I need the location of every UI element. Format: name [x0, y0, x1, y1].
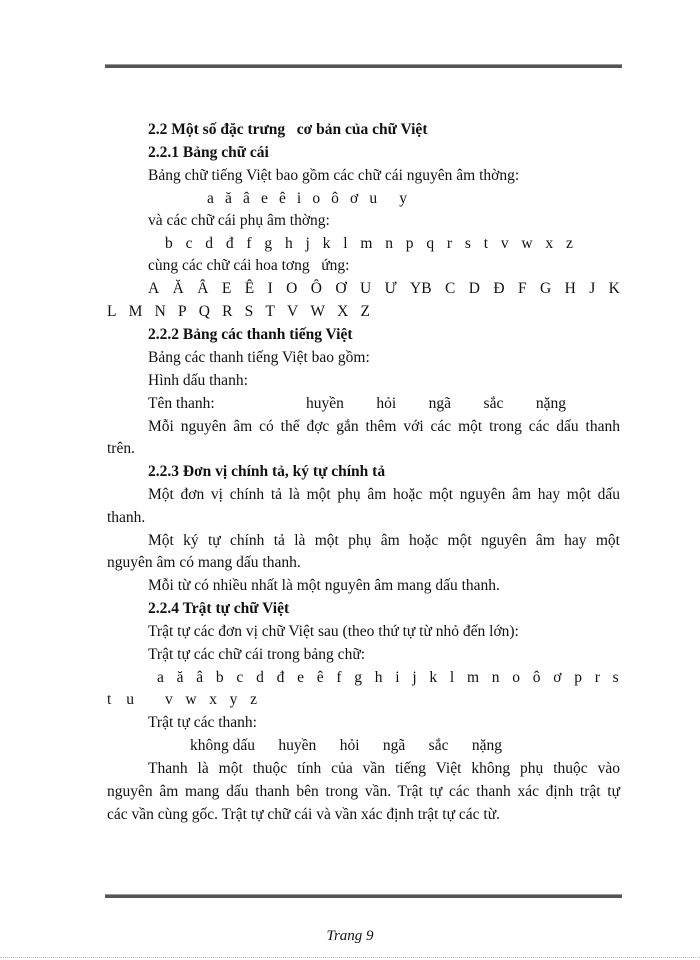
- paragraph: các vần cùng gốc. Trật tự chữ cái và vần xác định trật tự các từ.: [107, 806, 500, 823]
- list-token: m: [360, 235, 373, 252]
- list-token: a: [157, 669, 164, 686]
- paragraph: Trật tự các chữ cái trong bảng chữ:: [148, 646, 366, 663]
- letter-order-line2a: [107, 690, 134, 710]
- paragraph: thanh.: [107, 509, 146, 526]
- list-token: g: [354, 669, 363, 686]
- list-token: Ư: [384, 280, 397, 297]
- list-token: k: [429, 669, 438, 686]
- list-token: j: [412, 669, 417, 686]
- list-token: W: [310, 303, 325, 320]
- tone-order: [190, 736, 502, 756]
- subsection-heading: 2.2.3 Đơn vị chính tả, ký tự chính tả: [148, 463, 386, 480]
- list-token: T: [265, 303, 275, 320]
- list-token: L: [107, 303, 117, 320]
- list-token: Ă: [172, 280, 184, 297]
- list-token: p: [574, 669, 582, 686]
- list-token: f: [246, 235, 252, 252]
- list-token: ê: [278, 190, 286, 207]
- footer-rule: [105, 894, 622, 898]
- list-token: V: [286, 303, 299, 320]
- list-token: Đ: [493, 280, 505, 297]
- list-token: c: [185, 235, 193, 252]
- list-token: ngã: [382, 737, 406, 754]
- paragraph: cùng các chữ cái hoa tơng ứng:: [148, 257, 350, 274]
- list-token: o: [312, 190, 321, 207]
- list-token: H: [564, 280, 576, 297]
- list-token: s: [464, 235, 471, 252]
- list-token: hỏi: [376, 395, 397, 412]
- list-token: x: [209, 691, 218, 708]
- list-token: k: [322, 235, 331, 252]
- list-token: sắc: [428, 737, 449, 754]
- list-token: u: [369, 190, 378, 207]
- list-token: Q: [198, 303, 210, 320]
- list-token: C: [444, 280, 456, 297]
- list-token: p: [405, 235, 414, 252]
- list-token: t: [483, 235, 489, 252]
- vowel-list: [207, 189, 407, 209]
- list-token: l: [449, 669, 455, 686]
- paragraph: trên.: [107, 440, 135, 457]
- paragraph: nguyên âm mang dấu thanh bên trong vần. Trật tự các thanh xác định trật tự: [107, 783, 620, 800]
- paragraph: Trật tự các thanh:: [148, 714, 257, 731]
- paragraph: Trật tự các đơn vị chữ Việt sau (theo thứ tự từ nhỏ đến lớn):: [148, 623, 519, 640]
- list-token: w: [185, 691, 197, 708]
- list-token: a: [207, 190, 214, 207]
- list-token: ă: [176, 669, 184, 686]
- list-token: n: [491, 669, 500, 686]
- tone-names-label: Tên thanh:: [148, 395, 215, 412]
- list-token: z: [565, 235, 573, 252]
- list-token: u: [126, 691, 134, 708]
- list-token: b: [215, 669, 224, 686]
- list-token: i: [296, 190, 302, 207]
- list-token: đ: [276, 669, 285, 686]
- list-token: d: [205, 235, 214, 252]
- list-token: ô: [331, 190, 339, 207]
- list-token: o: [512, 669, 521, 686]
- list-token: v: [165, 691, 173, 708]
- list-token: j: [305, 235, 310, 252]
- list-token: ô: [532, 669, 541, 686]
- list-token: l: [343, 235, 348, 252]
- subsection-heading: 2.2.2 Bảng các thanh tiếng Việt: [148, 326, 353, 343]
- paragraph: Mỗi nguyên âm có thể đợc gắn thêm với các một trong các dấu thanh: [148, 418, 620, 435]
- list-token: â: [242, 190, 250, 207]
- tone-marks-label: Hình dấu thanh:: [148, 372, 248, 389]
- paragraph: nguyên âm có mang dấu thanh.: [107, 554, 301, 571]
- list-token: b: [165, 235, 173, 252]
- paragraph: Thanh là một thuộc tính của vần tiếng Việt không phụ thuộc vào: [148, 760, 620, 777]
- paragraph: Một ký tự chính tả là một phụ âm hoặc một nguyên âm hay một: [148, 532, 620, 549]
- list-token: ngã: [428, 395, 452, 412]
- list-token: e: [260, 190, 268, 207]
- list-token: R: [222, 303, 233, 320]
- list-token: Ê: [244, 280, 255, 297]
- list-token: K: [608, 280, 620, 297]
- uppercase-list-line2: [107, 302, 370, 322]
- list-token: m: [466, 669, 480, 686]
- letter-order-line1: [157, 668, 619, 688]
- list-token: â: [196, 669, 204, 686]
- list-token: ơ: [553, 669, 562, 686]
- list-token: hỏi: [339, 737, 360, 754]
- list-token: YB: [410, 280, 432, 297]
- paragraph: Một đơn vị chính tả là một phụ âm hoặc một nguyên âm hay một dấu: [148, 486, 620, 503]
- list-token: J: [589, 280, 596, 297]
- list-token: e: [297, 669, 304, 686]
- list-token: không dấu: [190, 737, 256, 754]
- list-token: sắc: [483, 395, 504, 412]
- list-token: ê: [316, 669, 324, 686]
- list-token: ă: [224, 190, 232, 207]
- page-number: Trang 9: [326, 928, 374, 944]
- list-token: c: [236, 669, 244, 686]
- list-token: x: [545, 235, 554, 252]
- list-token: U: [359, 280, 372, 297]
- list-token: t: [107, 691, 112, 708]
- paragraph: và các chữ cái phụ âm thờng:: [148, 212, 330, 229]
- list-token: h: [284, 235, 293, 252]
- list-token: huyền: [278, 737, 317, 754]
- list-token: w: [521, 235, 533, 252]
- list-token: D: [468, 280, 480, 297]
- list-token: A: [148, 280, 160, 297]
- list-token: Z: [360, 303, 370, 320]
- list-token: P: [177, 303, 187, 320]
- list-token: n: [385, 235, 393, 252]
- list-token: Ô: [310, 280, 322, 297]
- list-token: y: [399, 190, 407, 207]
- paragraph: Bảng chữ tiếng Việt bao gồm các chữ cái nguyên âm thờng:: [148, 167, 520, 184]
- paragraph: Mỗi từ có nhiều nhất là một nguyên âm mang dấu thanh.: [148, 577, 500, 594]
- list-token: r: [594, 669, 600, 686]
- list-token: M: [128, 303, 143, 320]
- list-token: đ: [225, 235, 234, 252]
- list-token: g: [264, 235, 273, 252]
- subsection-heading: 2.2.4 Trật tự chữ Việt: [148, 600, 290, 617]
- list-token: Ơ: [335, 280, 347, 297]
- list-token: nặng: [535, 395, 566, 412]
- header-rule: [105, 64, 622, 68]
- list-token: X: [337, 303, 349, 320]
- list-token: s: [612, 669, 619, 686]
- list-token: S: [244, 303, 254, 320]
- page-boundary: [0, 957, 700, 958]
- list-token: E: [221, 280, 232, 297]
- list-token: i: [395, 669, 400, 686]
- tone-names: [306, 394, 566, 414]
- list-token: N: [154, 303, 166, 320]
- list-token: v: [500, 235, 509, 252]
- list-token: h: [374, 669, 383, 686]
- list-token: huyền: [306, 395, 344, 412]
- list-token: Â: [197, 280, 209, 297]
- paragraph: Bảng các thanh tiếng Việt bao gồm:: [148, 349, 370, 366]
- section-heading: 2.2 Một số đặc trưng cơ bản của chữ Việt: [148, 121, 428, 138]
- list-token: z: [250, 691, 257, 708]
- list-token: O: [286, 280, 298, 297]
- list-token: I: [267, 280, 273, 297]
- list-token: F: [517, 280, 527, 297]
- list-token: ơ: [350, 190, 359, 207]
- subsection-heading: 2.2.1 Bảng chữ cái: [148, 144, 269, 161]
- list-token: nặng: [471, 737, 502, 754]
- consonant-list: [165, 234, 573, 254]
- letter-order-line2b: [165, 690, 257, 710]
- uppercase-list-line1: [148, 279, 620, 299]
- list-token: G: [539, 280, 552, 297]
- list-token: y: [229, 691, 238, 708]
- list-token: d: [256, 669, 264, 686]
- list-token: r: [446, 235, 453, 252]
- list-token: q: [426, 235, 435, 252]
- list-token: f: [336, 669, 342, 686]
